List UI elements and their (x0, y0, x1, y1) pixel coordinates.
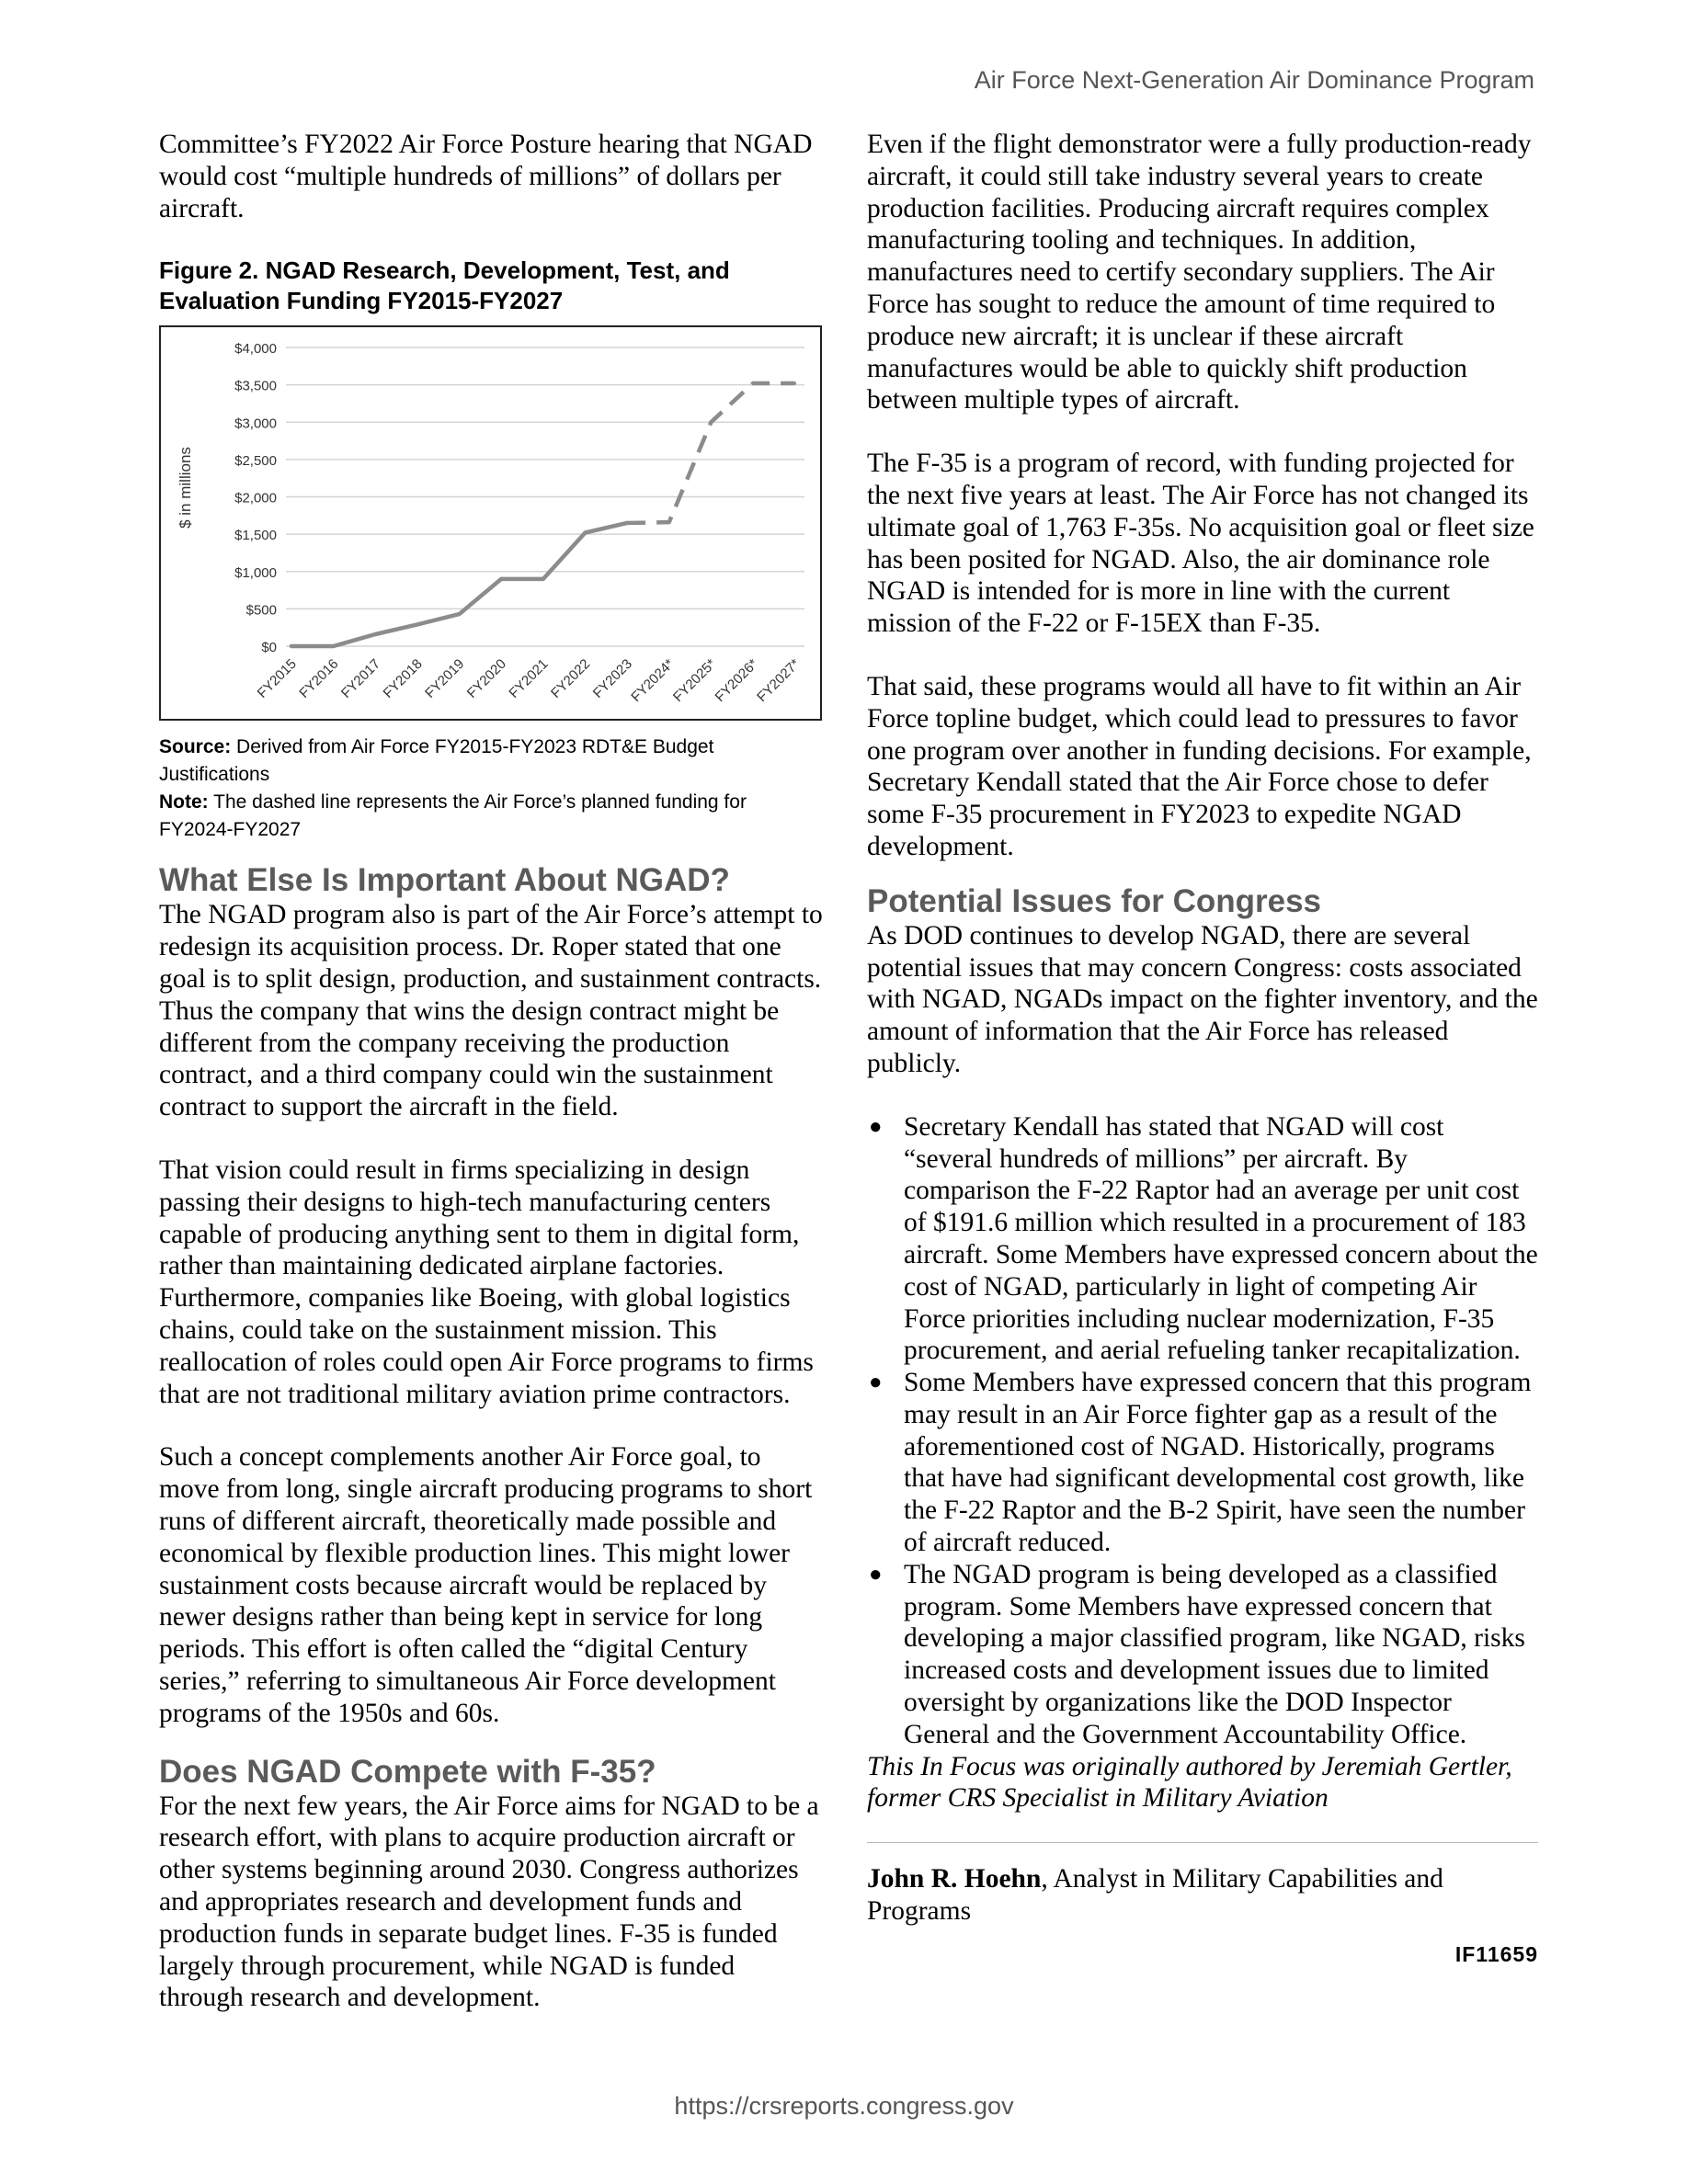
y-axis-label: $ in millions (177, 447, 194, 529)
data-point (793, 382, 796, 385)
funding-chart (159, 325, 822, 721)
list-item (869, 1111, 1538, 1367)
divider (867, 1842, 1538, 1843)
paragraph: The NGAD program also is part of the Air Force’s attempt to redesign its acquisition process. Dr. Roper stated that one goal is to split design, production, and sustainment contracts. Thus the company that wins the design contract might be different from the company receiving the production contract, and a third company could win the sustainment contract to support the aircraft in the field. (159, 900, 823, 1122)
figure-note (159, 789, 826, 844)
data-point (500, 578, 503, 581)
section-heading-issues: Potential Issues for Congress (867, 882, 1322, 919)
data-point (667, 521, 670, 524)
note-label: Note: (159, 791, 209, 813)
list-item-text: Secretary Kendall has stated that NGAD will cost “several hundreds of millions” per aircraft. By comparison the F-22 Raptor had an average per unit cost of $191.6 million which resulted in a procurement of 183 aircraft. Some Members have expressed concern about the cost of NGAD, particularly in light of competing Air Force priorities including nuclear modernization, F-35 procurement, and aerial refueling tanker recapitalization. (904, 1111, 1538, 1366)
y-tick-label: $1,500 (234, 528, 277, 544)
x-tick-label: FY2016 (296, 656, 342, 702)
source-label: Source: (159, 736, 232, 758)
y-tick-label: $2,000 (234, 490, 277, 506)
actual-funding-line (291, 523, 627, 646)
list-item (869, 1559, 1538, 1751)
paragraph: As DOD continues to develop NGAD, there are several potential issues that may concern Congress: costs associated with NGAD, NGADs impact on the fighter inventory, and the amount of information that the Air Force has released publicly. (867, 920, 1538, 1078)
data-point (626, 522, 629, 525)
bullet-icon: ● (869, 1562, 883, 1587)
x-tick-label: FY2023 (589, 656, 635, 702)
figure-title: Figure 2. NGAD Research, Development, Test, and Evaluation Funding FY2015-FY2027 (159, 256, 730, 315)
y-tick-label: $1,000 (234, 565, 277, 582)
right-column (867, 129, 1538, 1967)
chart-svg (161, 327, 820, 719)
y-tick-label: $4,000 (234, 341, 277, 358)
paragraph: That said, these programs would all have to fit within an Air Force topline budget, which could lead to pressures to favor one program over another in funding decisions. For example, Secretary Kendall stated that the Air Force chose to defer some F-35 procurement in FY2023 to expedite NGAD development. (867, 671, 1532, 861)
y-tick-label: $0 (261, 640, 277, 656)
y-tick-label: $3,000 (234, 415, 277, 432)
x-tick-label: FY2026* (712, 656, 761, 706)
authorship-credit: This In Focus was originally authored by Jeremiah Gertler, former CRS Specialist in Military Aviation (867, 1751, 1512, 1814)
report-id: IF11659 (1454, 1941, 1538, 1966)
author-title: , Analyst in Military Capabilities and Programs (867, 1864, 1443, 1927)
left-column (159, 129, 826, 2045)
author-line (867, 1863, 1538, 1928)
y-tick-label: $500 (245, 602, 277, 619)
y-tick-label: $2,500 (234, 453, 277, 470)
note-text: The dashed line represents the Air Force’s planned funding for FY2024-FY2027 (159, 791, 747, 841)
data-point (752, 382, 755, 385)
x-tick-label: FY2024* (628, 656, 678, 706)
footer-url[interactable]: https://crsreports.congress.gov (674, 2092, 1014, 2120)
paragraph: That vision could result in firms specializing in design passing their designs to high-tech manufacturing centers capable of producing anything sent to them in digital form, rather than maintaining dedicated airplane factories. Furthermore, companies like Boeing, with global logistics chains, could take on the sustainment mission. This reallocation of roles could open Air Force programs to firms that are not traditional military aviation prime contractors. (159, 1155, 814, 1409)
x-tick-label: FY2017 (337, 656, 384, 702)
data-point (374, 633, 377, 636)
source-text: Derived from Air Force FY2015-FY2023 RDT&E Budget Justifications (159, 736, 714, 786)
running-header: Air Force Next-Generation Air Dominance Program (974, 66, 1534, 94)
x-tick-label: FY2018 (380, 656, 426, 702)
list-item-text: The NGAD program is being developed as a classified program. Some Members have expressed concern that developing a major classified program, like NGAD, risks increased costs and development issues due to limited oversight by organizations like the DOD Inspector General and the Government Accountability Office. (904, 1559, 1525, 1749)
x-tick-label: FY2021 (506, 656, 552, 702)
data-point (416, 623, 418, 626)
section-heading-compete: Does NGAD Compete with F-35? (159, 1753, 656, 1790)
x-tick-label: FY2025* (669, 656, 720, 706)
list-item-text: Some Members have expressed concern that this program may result in an Air Force fighter gap as a result of the aforementioned cost of NGAD. Historically, programs that have had significant developmental cost growth, like the F-22 Raptor and the B-2 Spirit, have seen the number of aircraft reduced. (904, 1368, 1532, 1558)
figure-source (159, 734, 826, 789)
bullet-icon: ● (869, 1371, 883, 1395)
paragraph: The F-35 is a program of record, with funding projected for the next five years at least. The Air Force has not changed its ultimate goal of 1,763 F-35s. No acquisition goal or fleet size has been posited for NGAD. Also, the air dominance role NGAD is intended for is more in line with the current mission of the F-22 or F-15EX than F-35. (867, 449, 1534, 639)
x-tick-label: FY2022 (548, 656, 594, 702)
data-point (710, 421, 713, 424)
paragraph: Even if the flight demonstrator were a fully production-ready aircraft, it could still take industry several years to create production facilities. Producing aircraft requires complex manufacturing tooling and techniques. In addition, manufactures need to certify secondary suppliers. The Air Force has sought to reduce the amount of time required to produce new aircraft; it is unclear if these aircraft manufactures would be able to quickly shift production between multiple types of aircraft. (867, 130, 1532, 415)
paragraph: For the next few years, the Air Force aims for NGAD to be a research effort, with plans to acquire production aircraft or other systems beginning around 2030. Congress authorizes and appropriates research and development funds and production funds in separate budget lines. F-35 is funded largely through procurement, while NGAD is funded through research and development. (159, 1791, 819, 2013)
bullet-icon: ● (869, 1114, 883, 1139)
x-tick-label: FY2027* (754, 656, 804, 706)
data-point (584, 531, 587, 534)
x-tick-label: FY2015 (254, 656, 300, 702)
author-name: John R. Hoehn (867, 1864, 1042, 1894)
section-heading-important: What Else Is Important About NGAD? (159, 862, 730, 899)
data-point (458, 613, 461, 616)
issues-list (867, 1111, 1538, 1751)
y-tick-label: $3,500 (234, 379, 277, 395)
data-point (542, 578, 544, 581)
intro-paragraph: Committee’s FY2022 Air Force Posture hearing that NGAD would cost “multiple hundreds of millions” of dollars per aircraft. (159, 130, 813, 223)
data-point (332, 645, 335, 648)
data-point (291, 645, 293, 648)
x-tick-label: FY2020 (463, 656, 510, 702)
paragraph: Such a concept complements another Air Force goal, to move from long, single aircraft producing programs to short runs of different aircraft, theoretically made possible and economical by flexible production lines. This might lower sustainment costs because aircraft would be replaced by newer designs rather than being kept in service for long periods. This effort is often called the “digital Century series,” referring to simultaneous Air Force development programs of the 1950s and 60s. (159, 1442, 813, 1728)
x-tick-label: FY2019 (422, 656, 468, 702)
list-item (869, 1367, 1538, 1559)
planned-funding-line (627, 383, 795, 523)
